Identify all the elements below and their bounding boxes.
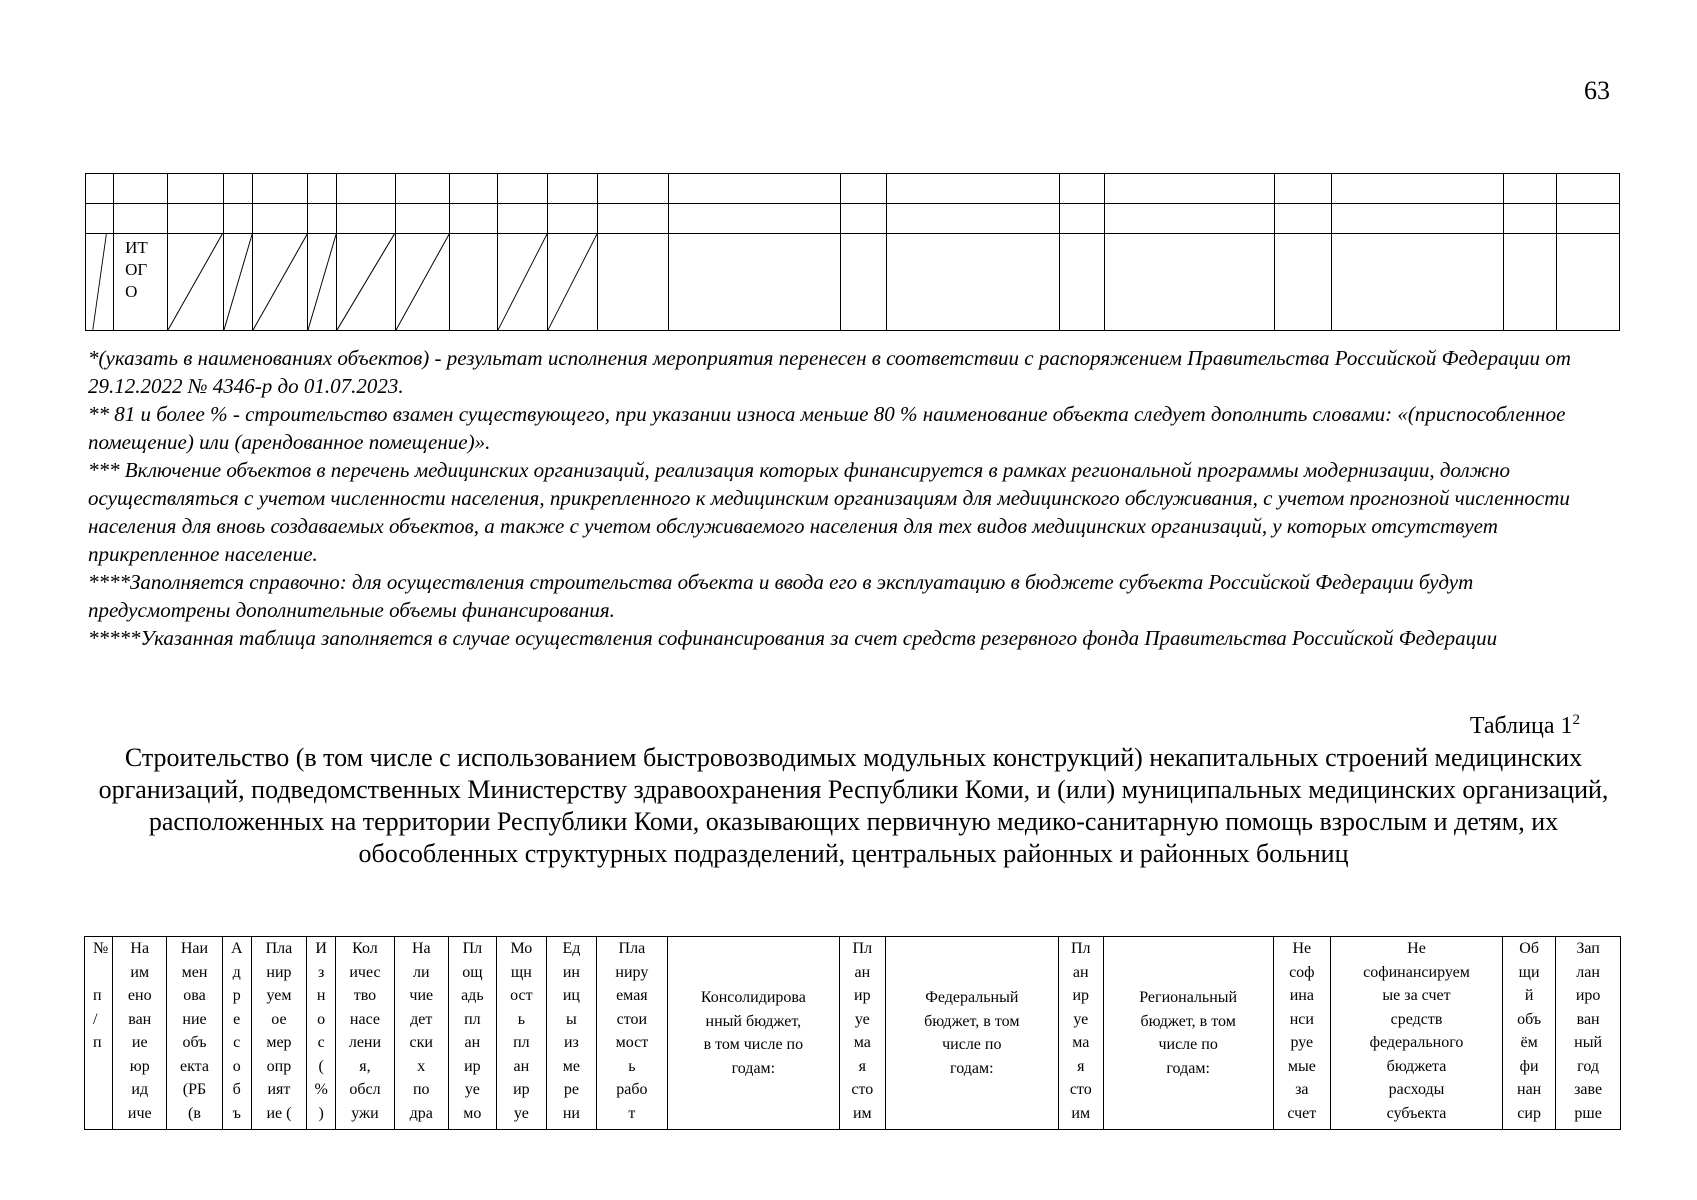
header-row [85,937,1621,1130]
top-table-row [86,174,1620,204]
col-header-non-cofinanced-expenses: Не софинансируем ые за счет средств федерального бюджета расходы субъекта [1330,937,1502,1130]
col-header-regional-budget: Региональный бюджет, в том числе по годам: [1103,937,1273,1130]
top-table [85,173,1620,331]
footnote-3: *** Включение объектов в перечень медицинских организаций, реализация которых финансируется в рамках региональной программы модернизации, должно осуществляться с учетом численности населения, прикрепленного к медицинским организациям для медицинского обслуживания, с учетом прогнозной численности населения для вновь создаваемых объектов, а также с учетом обслуживаемого населения для тех видов медицинских организаций, у которых отсутствует прикрепленное население. [88,458,1570,566]
itogo-slash-cell [497,234,547,331]
table-caption-superscript: 2 [1572,712,1580,728]
page-number: 63 [1584,76,1610,105]
footnote-2: ** 81 и более % - строительство взамен существующего, при указании износа меньше 80 % наименование объекта следует дополнить словами: «(приспособленное помещение) или (арендованное помещение)». [88,402,1566,454]
col-header-non-cofinanced: Не соф ина нси руе мые за счет [1273,937,1330,1130]
itogo-slash-cell [547,234,597,331]
footnote-1: *(указать в наименованиях объектов) - результат исполнения мероприятия перенесен в соответствии с распоряжением Правительства Российской Федерации от 29.12.2022 № 4346-р до 01.07.2023. [88,346,1571,398]
col-header-planned-cost: Пла ниру емая стои мост ь рабо т [596,937,667,1130]
itogo-slash-cell [252,234,307,331]
col-header-wear: И з н о с ( % ) [307,937,336,1130]
col-header-address: А д р е с о б ъ [222,937,251,1130]
itogo-slash-cell [86,234,114,331]
top-table-row [86,204,1620,234]
col-header-planned-cost-2: Пл ан ир уе ма я сто им [839,937,885,1130]
footnote-4: ****Заполняется справочно: для осуществления строительства объекта и ввода его в эксплуатацию в бюджете субъекта Российской Федерации будут предусмотрены дополнительные объемы финансирования. [88,570,1474,622]
footnote-5: *****Указанная таблица заполняется в случае осуществления софинансирования за счет средств резервного фонда Правительства Российской Федерации [88,626,1498,650]
col-header-legal-entity: На им ено ван ие юр ид иче [113,937,167,1130]
itogo-label-cell [114,234,168,331]
col-header-completion-year: Зап лан иро ван ный год заве рше [1556,937,1621,1130]
itogo-slash-cell [337,234,395,331]
table-caption [1300,712,1580,740]
col-header-area: Пл ощ адь пл ан ир уе мо [448,937,496,1130]
table-caption-text: Таблица 1 [1469,713,1573,739]
footnotes [88,344,1618,652]
col-header-planned-activity: Пла нир уем ое мер опр ият ие ( [251,937,306,1130]
bottom-table [84,936,1621,1130]
col-header-population: Кол ичес тво насе лени я, обсл ужи [336,937,394,1130]
itogo-label: ИТ ОГ О [125,238,148,301]
col-header-units: Ед ин иц ы из ме ре ни [546,937,596,1130]
col-header-planned-cost-3: Пл ан ир уе ма я сто им [1058,937,1103,1130]
itogo-slash-cell [395,234,449,331]
col-header-children-units: На ли чие дет ски х по дра [394,937,448,1130]
col-header-capacity: Мо щн ост ь пл ан ир уе [496,937,546,1130]
itogo-row [86,234,1620,331]
col-header-total-financing: Об щи й объ ём фи нан сир [1503,937,1556,1130]
table-title: Строительство (в том числе с использованием быстровозводимых модульных конструкций) некапитальных строений медицинских организаций, подведомственных Министерству здравоохранения Республики Коми, и (или) муниципальных медицинских организаций, расположенных на территории Республики Коми, оказывающих первичную медико-санитарную помощь взрослым и детям, их обособленных структурных подразделений, центральных районных и районных больниц [98,743,1609,868]
itogo-slash-cell [308,234,337,331]
col-header-number: № п / п [85,937,113,1130]
col-header-object-name: Наи мен ова ние объ екта (РБ (в [167,937,222,1130]
col-header-federal-budget: Федеральный бюджет, в том числе по годам: [885,937,1058,1130]
col-header-consolidated-budget: Консолидирова нный бюджет, в том числе по годам: [667,937,839,1130]
itogo-slash-cell [168,234,223,331]
itogo-slash-cell [223,234,252,331]
